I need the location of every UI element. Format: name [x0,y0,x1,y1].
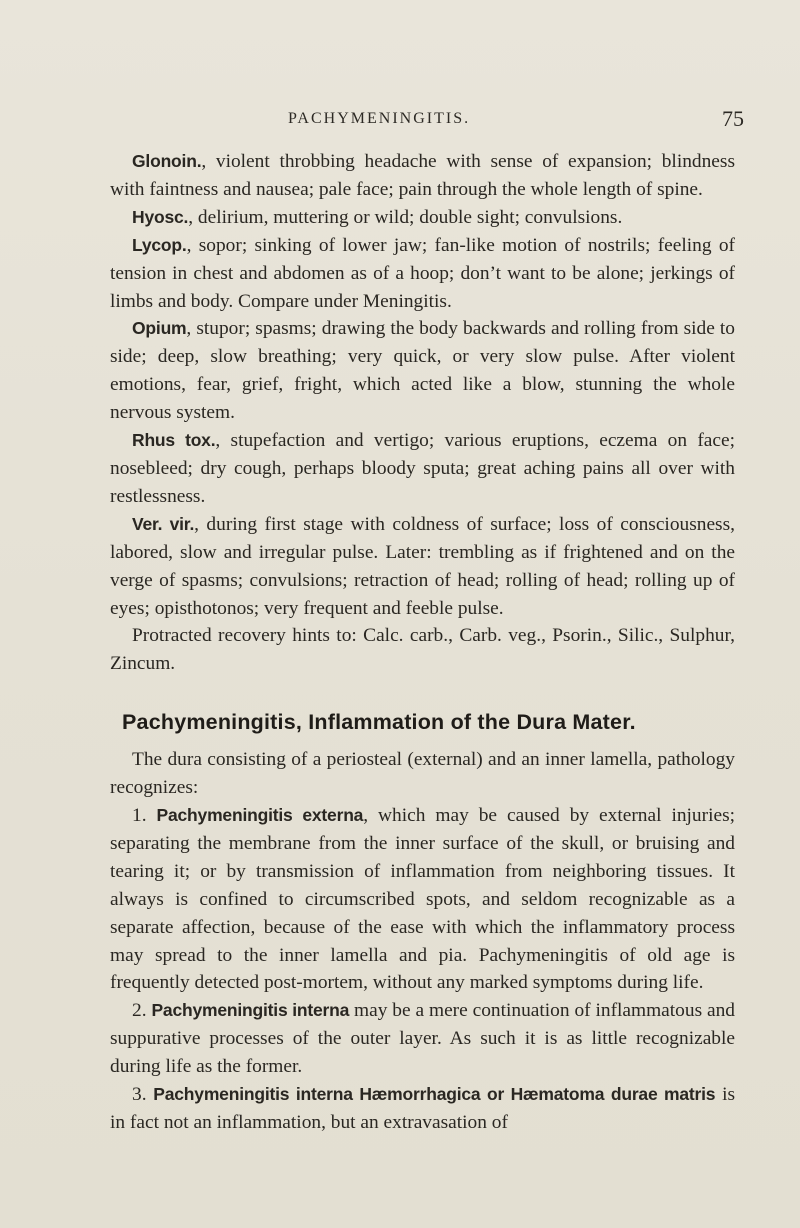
item-text: , which may be caused by external injuries; separating the membrane from the inner surface of the skull, or bruising and tearing it; or by transmission of inflammation from neighboring tissues. It always is confined to circumscribed spots, and seldom recognizable as a separate affection, because of the ease with which the inflammatory process may spread to the inner lamella and pia. Pachymeningitis of old age is frequently detected post-mortem, without any marked symptoms during life. [110,805,736,994]
remedy-paragraph-ver-vir [110,511,735,623]
remedy-description: , during first stage with coldness of surface; loss of consciousness, labored, slow and irregular pulse. Later: trembling as if frightened and on the verge of spasms; convulsions; retraction of head; rolling of head; rolling up of eyes; opisthotonos; very frequent and feeble pulse. [110,513,735,619]
header-title: PACHYMENINGITIS. [288,110,471,127]
remedy-name: Lycop. [132,234,187,255]
section-item-interna [110,997,735,1081]
remedy-name: Hyosc. [132,206,189,227]
item-term: Pachymeningitis interna [151,1000,350,1021]
remedy-description: , sopor; sinking of lower jaw; fan-like motion of nostrils; feeling of tension in chest and abdomen as of a hoop; don’t want to be alone; jerkings of limbs and body. Compare under Meningitis. [110,234,735,312]
recovery-paragraph [110,622,735,678]
item-text: is in fact not an inflammation, but an extravasation of [110,1084,736,1133]
item-number: 3. [132,1084,154,1106]
remedy-name: Rhus tox. [132,430,216,451]
remedy-paragraph-glonoin [110,148,735,204]
section-item-externa [110,802,735,997]
item-text: may be a mere continuation of inflammatous and suppurative processes of the outer layer. As such it is as little recognizable during life as the former. [110,1000,735,1078]
item-term: Pachymeningitis externa [156,805,364,826]
body-text [110,148,735,1137]
remedy-paragraph-opium [110,315,735,427]
remedy-description: , stupefaction and vertigo; various eruptions, eczema on face; nosebleed; dry cough, perhaps bloody sputa; great aching pains all over with restlessness. [110,430,735,507]
item-number: 1. [132,805,157,827]
remedy-description: , delirium, muttering or wild; double sight; convulsions. [188,206,623,228]
running-header [0,106,800,134]
remedy-paragraph-rhus-tox [110,427,735,511]
page-number: 75 [722,106,744,131]
recovery-text: Protracted recovery hints to: Calc. carb., Carb. veg., Psorin., Silic., Sulphur, Zincum. [110,625,735,675]
remedy-description: , violent throbbing headache with sense of expansion; blindness with faintness and nausea; pale face; pain through the whole length of spine. [110,151,735,200]
remedy-description: , stupor; spasms; drawing the body backwards and rolling from side to side; deep, slow breathing; very quick, or very slow pulse. After violent emotions, fear, grief, fright, which acted like a blow, stunning the whole nervous system. [110,318,735,424]
section-item-haemorrhagica [110,1081,735,1137]
remedy-name: Opium [132,318,187,339]
section-heading: Pachymeningitis, Inflammation of the Dura Mater. [122,710,636,735]
remedy-paragraph-lycop [110,232,735,316]
remedy-name: Ver. vir. [132,513,195,534]
remedy-name: Glonoin. [132,151,202,171]
item-number: 2. [132,1000,152,1022]
section-intro: The dura consisting of a periosteal (external) and an inner lamella, pathology recognizes: [110,749,735,799]
remedy-paragraph-hyosc [110,204,735,232]
item-term: Pachymeningitis interna Hæmorrhagica or Hæmatoma durae matris [153,1084,716,1105]
